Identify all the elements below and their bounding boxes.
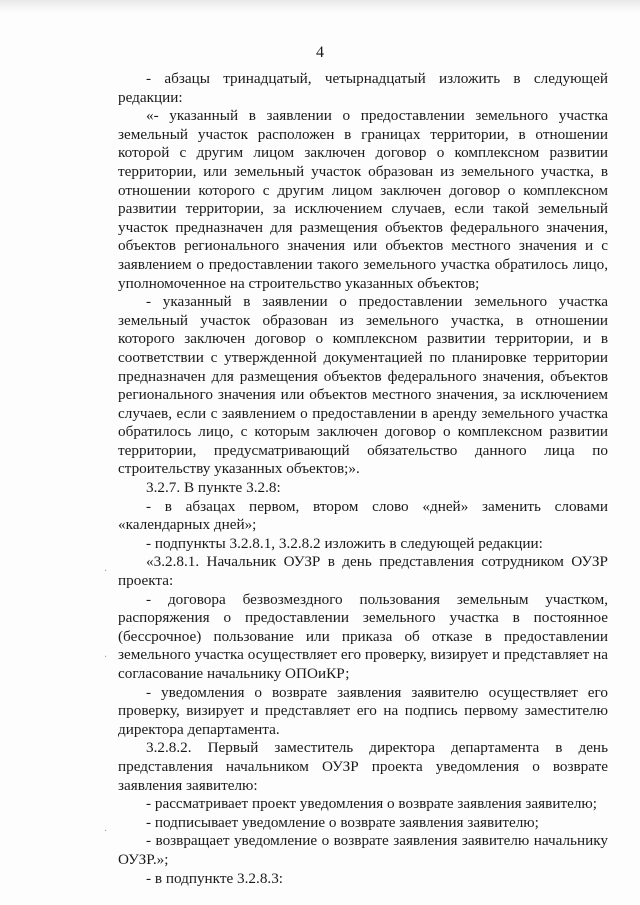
paragraph: 3.2.8.2. Первый заместитель директора департамента в день представления начальником ОУЗР проекта уведомления о возврате заявления заявителю: bbox=[118, 739, 608, 794]
scan-artifact: · bbox=[104, 652, 108, 663]
scan-artifact: · bbox=[104, 826, 108, 837]
paragraph: - в абзацах первом, втором слово «дней» заменить словами «календарных дней»; bbox=[118, 497, 608, 534]
paragraph: - договора безвозмездного пользования земельным участком, распоряжения о предоставлении земельного участка в постоянное (бессрочное) пользование или приказа об отказе в предоставлении земельного участка осуществляет его проверку, визирует и представляет на согласование начальнику ОПОиКР; bbox=[118, 590, 608, 682]
paragraph: «3.2.8.1. Начальник ОУЗР в день представления сотрудником ОУЗР проекта: bbox=[118, 553, 608, 590]
paragraph: 3.2.7. В пункте 3.2.8: bbox=[146, 479, 281, 497]
paragraph: «- указанный в заявлении о предоставлении земельного участка земельный участок расположен в границах территории, в отношении которой с другим лицом заключен договор о комплексном развитии территории, или земельный участок образован из земельного участка, в отношении которого с другим лицом заключен договор о комплексном развитии территории, за исключением случаев, если такой земельный участок предназначен для размещения объектов федерального значения, объектов регионального значения или объектов местного значения и с заявлением о предоставлении такого земельного участка обратилось лицо, уполномоченное на строительство указанных объектов; bbox=[118, 107, 608, 292]
paragraph: - подписывает уведомление о возврате заявления заявителю; bbox=[146, 813, 539, 831]
paragraph: - указанный в заявлении о предоставлении земельного участка земельный участок образован из земельного участка, в отношении которого заключен договор о комплексном развитии территории, и в соответствии с утвержденной документацией по планировке территории предназначен для размещения объектов федерального значения, объектов регионального значения или объектов местного значения, за исключением случаев, если с заявлением о предоставлении в аренду земельного участка обратилось лицо, с которым заключен договор о комплексном развитии территории, предусматривающий обязательство данного лица по строительству указанных объектов;». bbox=[118, 293, 608, 478]
paragraph: - уведомления о возврате заявления заявителю осуществляет его проверку, визирует и представляет его на подпись первому заместителю директора департамента. bbox=[118, 683, 608, 738]
page-number: 4 bbox=[316, 44, 324, 61]
paragraph: - возвращает уведомление о возврате заявления заявителю начальнику ОУЗР.»; bbox=[118, 832, 608, 868]
paragraph: - абзацы тринадцатый, четырнадцатый изложить в следующей редакции: bbox=[118, 70, 608, 106]
paragraph: - в подпункте 3.2.8.3: bbox=[146, 869, 284, 887]
scan-edge bbox=[0, 0, 640, 12]
scan-artifact: · bbox=[104, 566, 108, 577]
document-body bbox=[118, 70, 608, 888]
paragraph: - подпункты 3.2.8.1, 3.2.8.2 изложить в следующей редакции: bbox=[146, 534, 543, 552]
paragraph: - рассматривает проект уведомления о возврате заявления заявителю; bbox=[146, 795, 597, 813]
